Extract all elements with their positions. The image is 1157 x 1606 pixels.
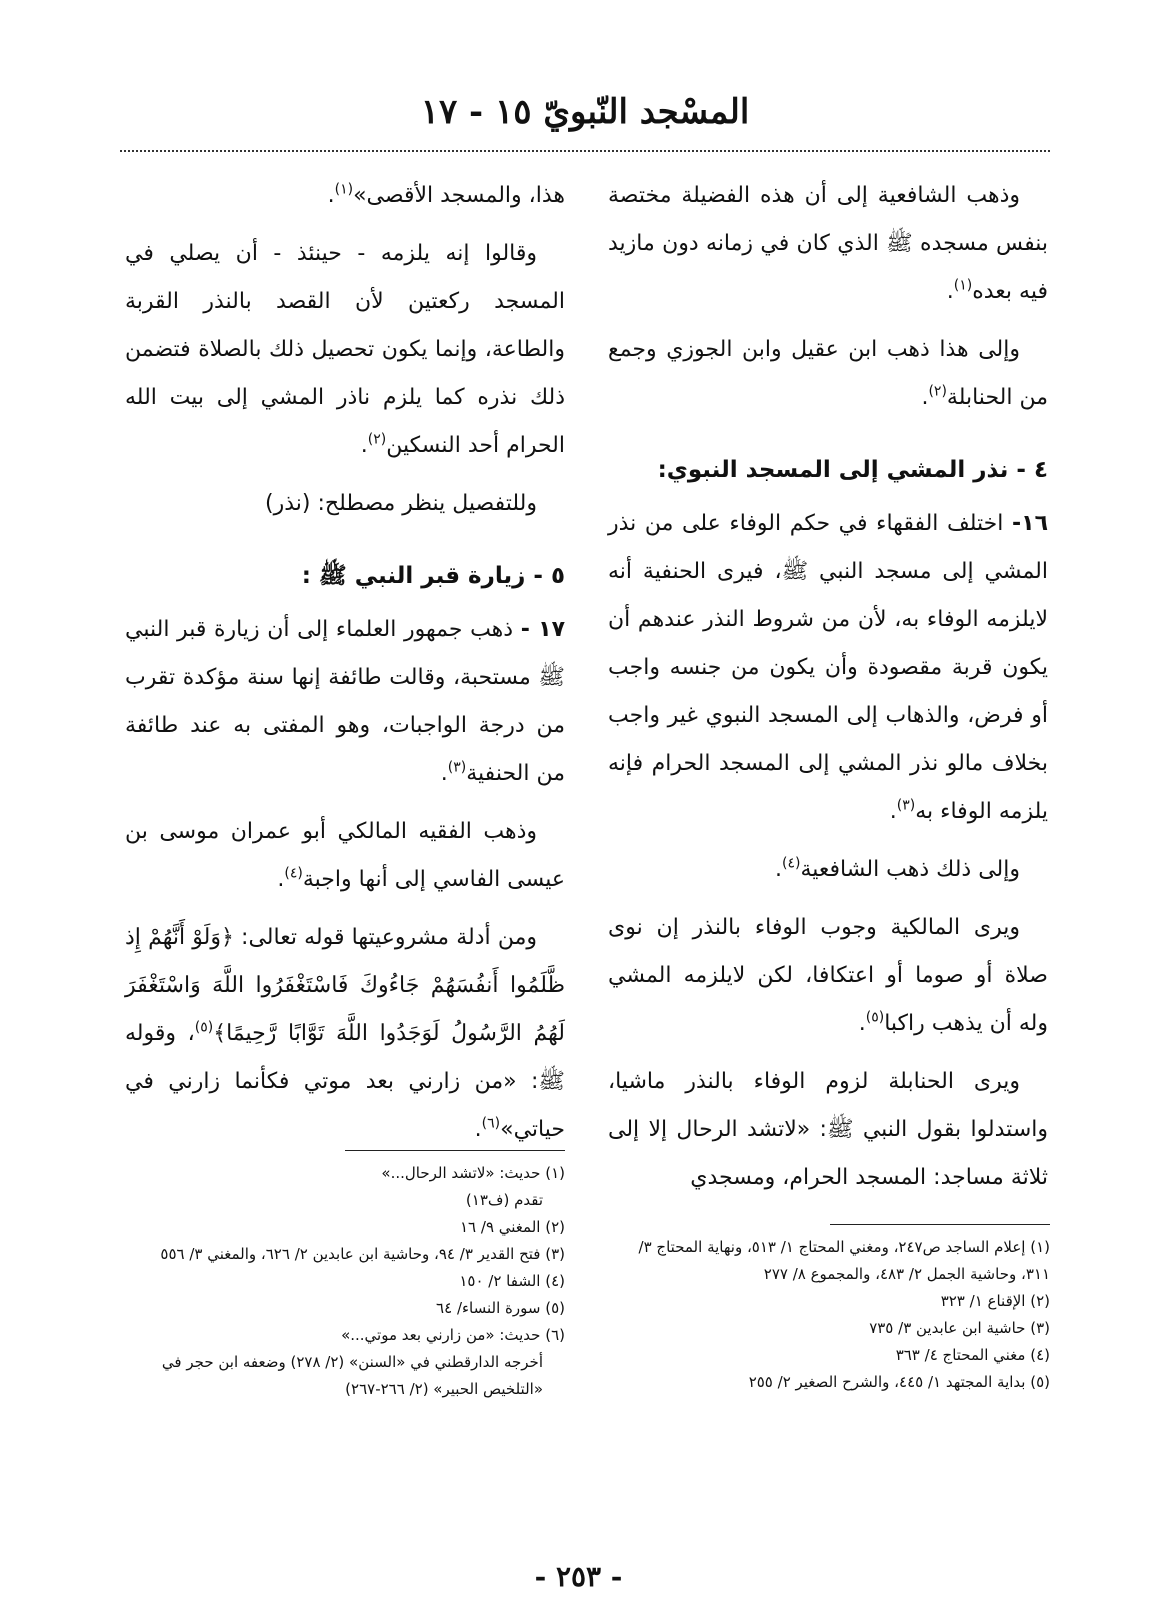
footnote-ref[interactable]: (٣) — [447, 759, 467, 776]
footnote: (٢) الإقناع ١/ ٣٢٣ — [940, 1292, 1050, 1310]
footnote-ref[interactable]: (٥) — [194, 1019, 214, 1036]
paragraph: وإلى هذا ذهب ابن عقيل وابن الجوزي وجمع من الحنابلة$^{(٢)}$. — [608, 337, 1048, 410]
footnote-continuation: أخرجه الدارقطني في «السنن» (٢/ ٢٧٨) وضعفه ابن حجر في «التلخيص الحبير» (٢/ ٢٦٦-٢٦٧) — [161, 1353, 543, 1398]
paragraph: وإلى ذلك ذهب الشافعية$^{(٤)}$. — [775, 855, 1020, 882]
footnote-ref[interactable]: (٦) — [481, 1115, 501, 1132]
paragraph: وقالوا إنه يلزمه - حينئذ - أن يصلي في المسجد ركعتين لأن القصد بالنذر القربة والطاعة، وإنما يكون تحصيل ذلك بالصلاة فتضمن ذلك نذره كما يلزم ناذر المشي إلى بيت الله الحرام أحد النسكين$^{(٢)}$. — [125, 241, 565, 458]
footnote: (٤) مغني المحتاج ٤/ ٣٦٣ — [895, 1346, 1050, 1364]
paragraph-number: ١٦- — [1012, 511, 1049, 536]
footnote-ref[interactable]: (٤) — [284, 865, 303, 882]
paragraph: هذا، والمسجد الأقصى»$^{(١)}$. — [327, 181, 565, 208]
page-title: المسْجد النّبويّ ١٥ - ١٧ — [420, 92, 750, 132]
header-divider — [120, 150, 1050, 152]
footnote-divider — [345, 1150, 565, 1151]
footnotes-left — [125, 1160, 565, 1403]
footnote: (٤) الشفا ٢/ ١٥٠ — [459, 1272, 565, 1290]
footnote: (١) حديث: «لاتشد الرحال...» — [381, 1164, 565, 1182]
footnote-ref[interactable]: (١) — [334, 181, 354, 198]
footnotes-right — [610, 1234, 1050, 1396]
section-heading: ٥ - زيارة قبر النبي ﷺ : — [301, 563, 565, 589]
section-heading: ٤ - نذر المشي إلى المسجد النبوي: — [657, 457, 1048, 483]
paragraph: ويرى المالكية وجوب الوفاء بالنذر إن نوى صلاة أو صوما أو اعتكافا، لكن لايلزمه المشي وله أن يذهب راكبا$^{(٥)}$. — [608, 915, 1048, 1036]
right-column — [608, 172, 1048, 1212]
footnote-ref[interactable]: (١) — [953, 277, 973, 294]
footnote: (١) إعلام الساجد ص٢٤٧، ومغني المحتاج ١/ ٥١٣، ونهاية المحتاج ٣/ ٣١١، وحاشية الجمل ٢/ ٤٨٣، والمجموع ٨/ ٢٧٧ — [638, 1238, 1050, 1283]
paragraph: ومن أدلة مشروعيتها قوله تعالى: ﴿وَلَوْ أَنَّهُمْ إِذ ظَّلَمُوا أَنفُسَهُمْ جَاءُوكَ فَاسْتَغْفَرُوا اللَّهَ وَاسْتَغْفَرَ لَهُمُ الرَّسُولُ لَوَجَدُوا اللَّهَ تَوَّابًا رَّحِيمًا﴾$^{(٥)}$، وقوله ﷺ: «من زارني بعد موتي فكأنما زارني في حياتي»$^{(٦)}$. — [125, 925, 565, 1142]
footnote-divider — [830, 1224, 1050, 1225]
paragraph-number: ١٧ - — [520, 617, 566, 642]
footnote-continuation: تقدم (ف١٣) — [465, 1191, 543, 1209]
paragraph: وذهب الشافعية إلى أن هذه الفضيلة مختصة بنفس مسجده ﷺ الذي كان في زمانه دون مازيد فيه بعده$^{(١)}$. — [608, 183, 1048, 304]
footnote-ref[interactable]: (٥) — [865, 1009, 885, 1026]
paragraph: وللتفصيل ينظر مصطلح: (نذر) — [265, 491, 537, 516]
paragraph: وذهب الفقيه المالكي أبو عمران موسى بن عيسى الفاسي إلى أنها واجبة$^{(٤)}$. — [125, 819, 565, 892]
paragraph-16: ١٦- اختلف الفقهاء في حكم الوفاء على من نذر المشي إلى مسجد النبي ﷺ، فيرى الحنفية أنه لايلزمه الوفاء به، لأن من شروط النذر عندهم أن يكون قربة مقصودة وأن يكون من جنسه واجب أو فرض، والذهاب إلى المسجد النبوي غير واجب بخلاف مالو نذر المشي إلى المسجد الحرام فإنه يلزمه الوفاء به$^{(٣)}$. — [608, 511, 1049, 824]
page-number: - ٢٥٣ - — [534, 1560, 623, 1593]
quran-verse: ﴿وَلَوْ أَنَّهُمْ إِذ ظَّلَمُوا أَنفُسَهُمْ جَاءُوكَ فَاسْتَغْفَرُوا اللَّهَ وَاسْتَغْفَرَ لَهُمُ الرَّسُولُ لَوَجَدُوا اللَّهَ تَوَّابًا رَّحِيمًا﴾ — [125, 925, 565, 1046]
footnote: (٢) المغني ٩/ ١٦ — [459, 1218, 565, 1236]
footnote-ref[interactable]: (٣) — [896, 797, 916, 814]
footnote: (٥) سورة النساء/ ٦٤ — [436, 1299, 565, 1317]
footnote: (٣) حاشية ابن عابدين ٣/ ٧٣٥ — [869, 1319, 1050, 1337]
footnote-ref[interactable]: (٢) — [367, 431, 387, 448]
paragraph-17: ١٧ - ذهب جمهور العلماء إلى أن زيارة قبر النبي ﷺ مستحبة، وقالت طائفة إنها سنة مؤكدة تقرب من درجة الواجبات، وهو المفتى به عند طائفة من الحنفية$^{(٣)}$. — [125, 617, 566, 786]
footnote-ref[interactable]: (٢) — [928, 383, 947, 400]
footnote: (٣) فتح القدير ٣/ ٩٤، وحاشية ابن عابدين ٢/ ٦٢٦، والمغني ٣/ ٥٥٦ — [160, 1245, 565, 1263]
footnote: (٥) بداية المجتهد ١/ ٤٤٥، والشرح الصغير ٢/ ٢٥٥ — [748, 1373, 1050, 1391]
footnote: (٦) حديث: «من زارني بعد موتي...» — [341, 1326, 565, 1344]
footnote-ref[interactable]: (٤) — [782, 855, 801, 872]
left-column — [125, 172, 565, 1164]
paragraph: ويرى الحنابلة لزوم الوفاء بالنذر ماشيا، واستدلوا بقول النبي ﷺ: «لاتشد الرحال إلا إلى ثلاثة مساجد: المسجد الحرام، ومسجدي — [608, 1069, 1048, 1190]
